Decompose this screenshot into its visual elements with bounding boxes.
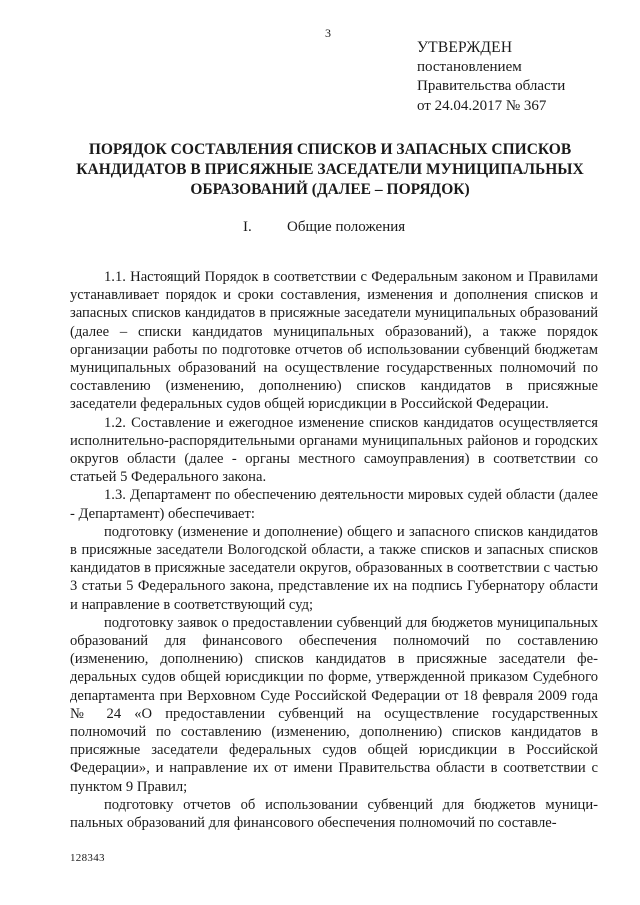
document-title bbox=[60, 140, 600, 200]
page-number: 3 bbox=[325, 26, 331, 40]
paragraph-list-item-1: подготовку (изменение и дополнение) общего и запасного списков кандидатов в присяжные заседатели Вологодской области, а также списков и запасных списков кандидатов в присяжные заседатели округов, образованных в соответствии с частью 3 статьи 5 Федерального закона, представление их на подпись Губернатору области и направление в соответствующий суд; bbox=[70, 523, 598, 613]
body-text bbox=[70, 268, 598, 832]
approval-line-resolution: постановлением bbox=[417, 58, 522, 75]
approval-heading: УТВЕРЖДЕН bbox=[417, 39, 513, 56]
approval-stamp bbox=[417, 38, 565, 116]
document-title-line-1: ПОРЯДОК СОСТАВЛЕНИЯ СПИСКОВ И ЗАПАСНЫХ СПИСКОВ bbox=[88, 141, 572, 158]
paragraph-list-item-3: подготовку отчетов об использовании субвенций для бюджетов муниципальных образований для финансового обеспечения полномочий по составле- bbox=[70, 796, 598, 832]
footer-document-code: 128343 bbox=[70, 852, 105, 864]
approval-line-government: Правительства области bbox=[417, 78, 566, 94]
section-title: Общие положения bbox=[287, 219, 406, 235]
approval-line-date: от 24.04.2017 № 367 bbox=[417, 97, 547, 114]
document-title-line-3: ОБРАЗОВАНИЙ (ДАЛЕЕ – ПОРЯДОК) bbox=[190, 181, 470, 198]
document-title-line-2: КАНДИДАТОВ В ПРИСЯЖНЫЕ ЗАСЕДАТЕЛИ МУНИЦИПАЛЬНЫХ bbox=[76, 161, 584, 178]
paragraph-list-item-2: подготовку заявок о предоставлении субвенций для бюджетов муниципальных образований для финансового обеспечения полномочий по составлению (изменению, дополнению) списков кандидатов в присяжные заседатели федеральных судов общей юрисдикции по форме, утвержденной приказом Судебного департамента при Верховном Суде Российской Федерации от 18 февраля 2009 года № 24 «О предоставлении субвенций на осуществление государственных полномочий по составлению (изменению, дополнению) списков кандидатов в присяжные заседатели федеральных судов общей юрисдикции в Российской Федерации», и направление их от имени Правительства области в соответствии с пунктом 9 Правил; bbox=[70, 614, 598, 795]
paragraph-1-1: 1.1. Настоящий Порядок в соответствии с Федеральным законом и Правилами устанавливает порядок и сроки составления, изменения и дополнения списков и запасных списков кандидатов в присяжные заседатели муниципальных образований (далее – списки кандидатов муниципальных образований), а также порядок организации работы по подготовке отчетов об использовании субвенций бюджетам муниципальных образований на осуществление государственных полномочий по составлению (изменению, дополнению) списков кандидатов в присяжные заседатели федеральных судов общей юрисдикции в Российской Федерации. bbox=[70, 269, 598, 413]
paragraph-1-2: 1.2. Составление и ежегодное изменение списков кандидатов осуществляется исполнительно-распорядительными органами муниципальных районов и городских округов области (далее - органы местного самоуправления) в соответствии со статьей 5 Федерального закона. bbox=[70, 414, 598, 486]
section-number: I. bbox=[243, 219, 252, 235]
paragraph-1-3: 1.3. Департамент по обеспечению деятельности мировых судей области (далее - Департамент) обеспечивает: bbox=[70, 487, 598, 522]
